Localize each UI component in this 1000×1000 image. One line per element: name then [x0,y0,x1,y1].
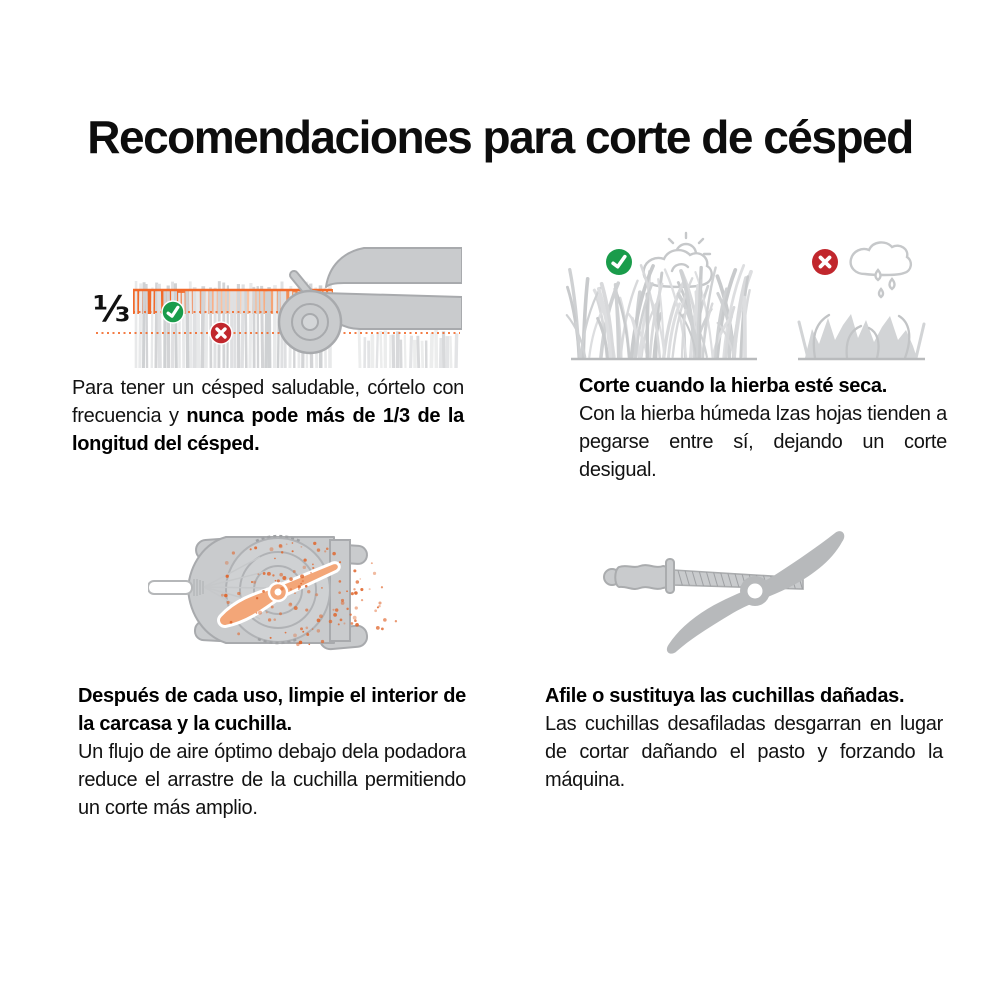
page-title: Recomendaciones para corte de césped [87,111,913,163]
wet-grass [799,314,924,358]
section-clean-deck-text [78,682,466,822]
check-circle-icon [162,301,184,323]
sharpen-blade-heading: Afile o sustituya las cuchillas dañadas. [545,685,905,707]
mower-blade-icon [667,531,844,653]
cut-grass [359,329,457,368]
section-cut-length-text [72,374,464,458]
dry-grass-body: Con la hierba húmeda lzas hojas tienden a pegarse entre sí, dejando un corte desigual. [579,403,947,481]
sharpen-blade-illustration [585,515,925,675]
check-circle-icon [606,249,632,275]
dry-grass [567,265,751,357]
cut-length-emphasis: nunca pode más de 1/3 de la longitud del césped. [72,405,464,455]
weather-grass-illustration [565,230,945,372]
one-third-label: ⅓ [93,289,131,330]
sharpen-blade-body: Las cuchillas desafiladas desgarran en lugar de cortar dañando el pasto y forzando la máquina. [545,713,943,791]
dry-grass-heading: Corte cuando la hierba esté seca. [579,375,888,397]
x-circle-icon [210,322,232,344]
cut-height-illustration [60,225,462,375]
x-circle-icon [812,249,838,275]
rain-cloud-icon [851,242,911,297]
section-dry-grass-text [579,372,947,484]
mower-underside-illustration [148,525,478,675]
section-sharpen-blade-text [545,682,943,794]
clean-deck-heading: Después de cada uso, limpie el interior de la carcasa y la cuchilla. [78,685,466,735]
clean-deck-body: Un flujo de aire óptimo debajo dela podadora reduce el arrastre de la cuchilla permitiendo un corte más amplio. [78,741,466,819]
cut-length-lead: Para tener un césped saludable, córtelo con frecuencia y [72,377,464,427]
